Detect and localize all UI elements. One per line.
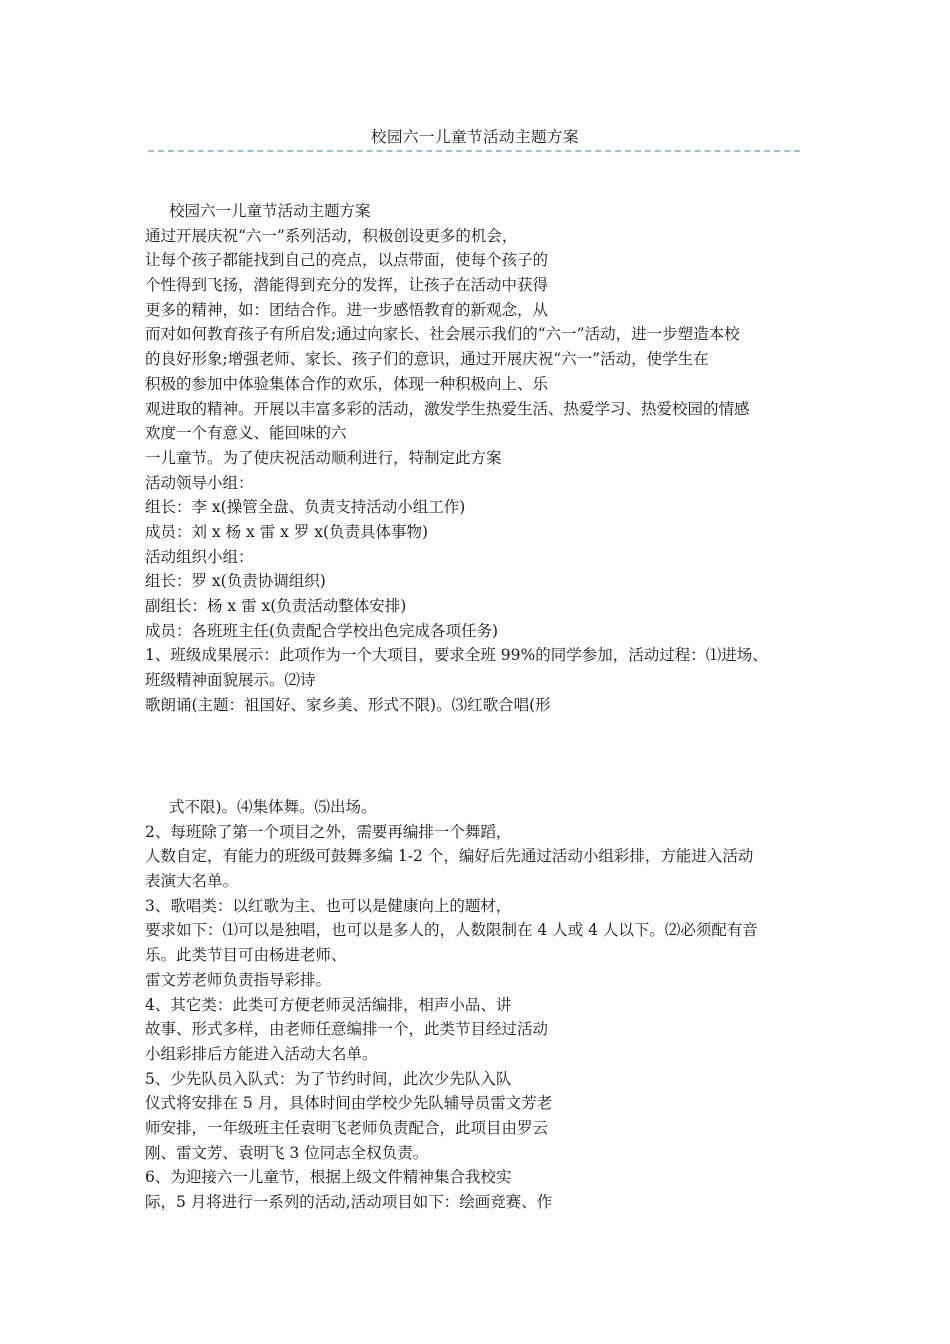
body-line: 仪式将安排在 5 月，具体时间由学校少先队辅导员雷文芳老 xyxy=(145,1094,553,1113)
body-line: 而对如何教育孩子有所启发;通过向家长、社会展示我们的“六一”活动，进一步塑造本校 xyxy=(145,325,740,344)
title-divider xyxy=(148,150,800,153)
body-line: 一儿童节。为了使庆祝活动顺利进行，特制定此方案 xyxy=(145,448,502,467)
body-line: 班级精神面貌展示。⑵诗 xyxy=(145,671,316,690)
body-line: 小组彩排后方能进入活动大名单。 xyxy=(145,1044,378,1063)
body-line: 组长：罗 x(负责协调组织) xyxy=(145,572,326,591)
body-line: 校园六一儿童节活动主题方案 xyxy=(169,202,371,220)
body-line: 通过开展庆祝“六一”系列活动，积极创设更多的机会， xyxy=(145,226,518,245)
body-line: 积极的参加中体验集体合作的欢乐，体现一种积极向上、乐 xyxy=(145,374,549,393)
body-text-block-2 xyxy=(145,795,825,1215)
body-line: 3、歌唱类：以红歌为主、也可以是健康向上的题材， xyxy=(145,896,512,915)
body-line: 乐。此类节目可由杨进老师、 xyxy=(145,946,347,965)
body-line: 刚、雷文芳、袁明飞 3 位同志全权负责。 xyxy=(145,1143,429,1162)
body-line: 个性得到飞扬，潜能得到充分的发挥，让孩子在活动中获得 xyxy=(145,276,549,295)
body-line: 表演大名单。 xyxy=(145,872,239,891)
body-line: 组长：李 x(操管全盘、负责支持活动小组工作) xyxy=(145,498,466,517)
body-line: 要求如下：⑴可以是独唱，也可以是多人的，人数限制在 4 人或 4 人以下。⑵必须配有音 xyxy=(145,921,758,940)
body-line: 成员：刘 x 杨 x 雷 x 罗 x(负责具体事物) xyxy=(145,522,429,541)
body-line: 际，5 月将进行一系列的活动,活动项目如下：绘画竞赛、作 xyxy=(145,1193,553,1211)
body-line: 成员：各班班主任(负责配合学校出色完成各项任务) xyxy=(145,621,499,640)
body-line: 师安排，一年级班主任袁明飞老师负责配合，此项目由罗云 xyxy=(145,1118,549,1137)
body-line: 6、为迎接六一儿童节，根据上级文件精神集合我校实 xyxy=(145,1168,512,1187)
body-line: 故事、形式多样，由老师任意编排一个，此类节目经过活动 xyxy=(145,1020,549,1039)
body-line: 的良好形象;增强老师、家长、孩子们的意识，通过开展庆祝“六一”活动，使学生在 xyxy=(145,350,709,369)
body-line: 歌朗诵(主题：祖国好、家乡美、形式不限)。⑶红歌合唱(形 xyxy=(145,695,551,714)
body-line: 4、其它类：此类可方便老师灵活编排，相声小品、讲 xyxy=(145,995,512,1014)
document-title: 校园六一儿童节活动主题方案 xyxy=(370,128,579,146)
body-line: 2、每班除了第一个项目之外，需要再编排一个舞蹈， xyxy=(145,822,512,841)
body-line: 更多的精神，如：团结合作。进一步感悟教育的新观念，从 xyxy=(145,300,549,319)
body-text-block-1 xyxy=(145,199,825,717)
body-line: 活动组织小组： xyxy=(145,547,254,566)
body-line: 副组长：杨 x 雷 x(负责活动整体安排) xyxy=(145,597,407,615)
body-line: 欢度一个有意义、能回味的六 xyxy=(145,424,347,443)
body-line: 雷文芳老师负责指导彩排。 xyxy=(145,970,332,989)
body-line: 式不限)。⑷集体舞。⑸出场。 xyxy=(169,798,377,816)
body-line: 5、少先队员入队式：为了节约时间，此次少先队入队 xyxy=(145,1069,512,1088)
body-line: 活动领导小组： xyxy=(145,473,254,492)
body-line: 让每个孩子都能找到自己的亮点，以点带面，使每个孩子的 xyxy=(145,251,549,270)
body-line: 人数自定，有能力的班级可鼓舞多编 1-2 个，编好后先通过活动小组彩排，方能进入活动 xyxy=(145,847,754,866)
body-line: 1、班级成果展示：此项作为一个大项目，要求全班 99%的同学参加，活动过程：⑴进场、 xyxy=(145,646,768,665)
body-line: 观进取的精神。开展以丰富多彩的活动，激发学生热爱生活、热爱学习、热爱校园的情感 xyxy=(145,399,750,418)
